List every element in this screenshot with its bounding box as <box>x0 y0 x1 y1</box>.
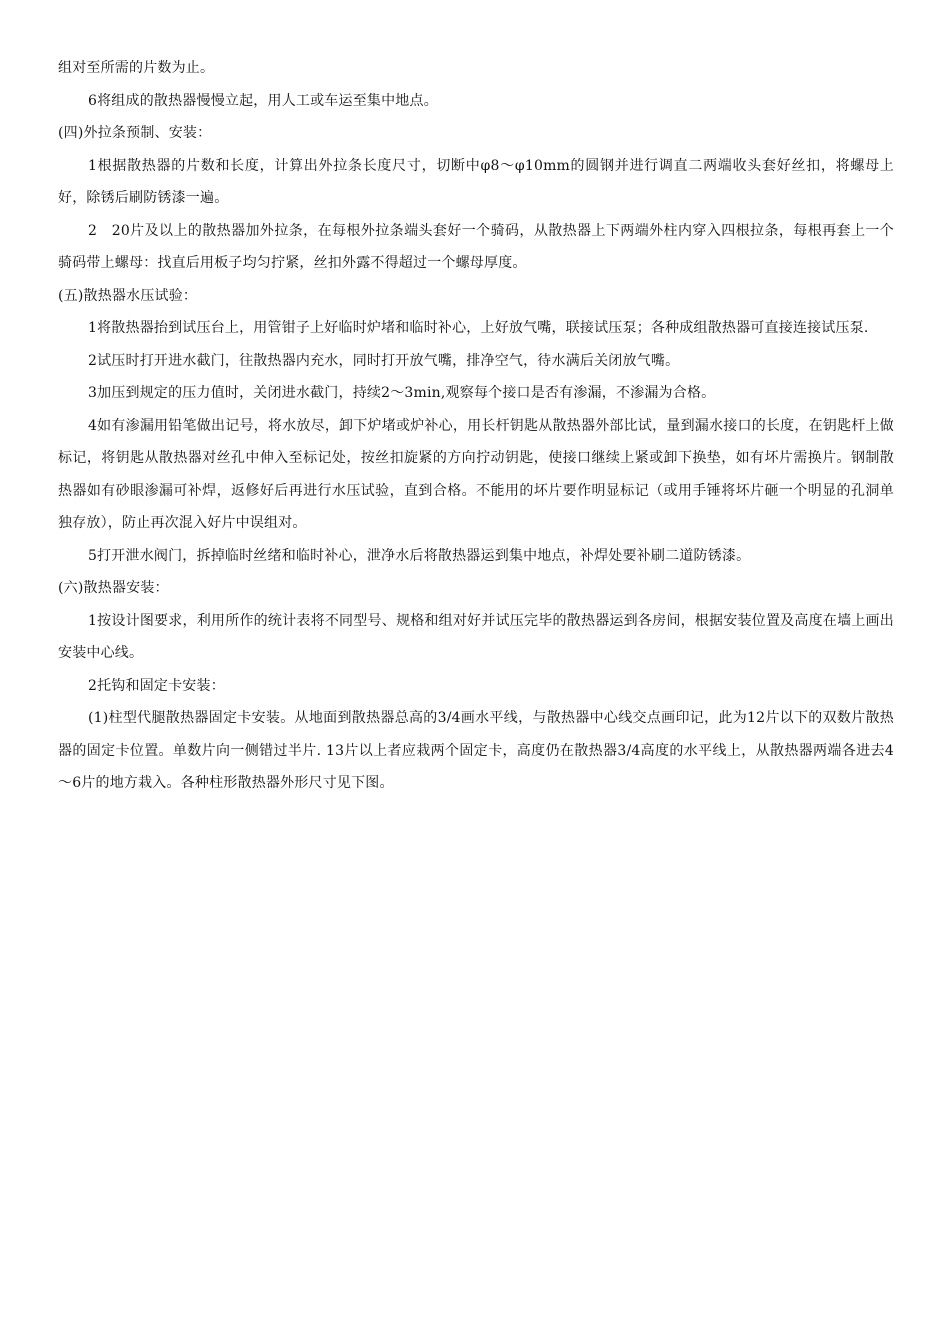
document-body <box>58 52 894 800</box>
paragraph-8: 2试压时打开进水截门，往散热器内充水，同时打开放气嘴，排净空气，待水满后关闭放气嘴。 <box>88 352 680 369</box>
paragraph-1: 组对至所需的片数为止。 <box>58 60 215 76</box>
paragraph-13: 1按设计图要求，利用所作的统计表将不同型号、规格和组对好并试压完毕的散热器运到各房间，根据安装位置及高度在墙上画出安装中心线。 <box>58 612 894 661</box>
paragraph-15: (1)柱型代腿散热器固定卡安装。从地面到散热器总高的3/4画水平线，与散热器中心线交点画印记，此为12片以下的双数片散热器的固定卡位置。单数片向一侧错过半片. 13片以上者应栽两个固定卡，高度仍在散热器3/4高度的水平线上，从散热器两端各进去4～6片的地方栽入。各种柱形散热器外形尺寸见下图。 <box>58 710 894 791</box>
paragraph-14: 2托钩和固定卡安装： <box>88 677 225 694</box>
paragraph-7: 1将散热器抬到试压台上，用管钳子上好临时炉堵和临时补心，上好放气嘴，联接试压泵；各种成组散热器可直接连接试压泵. <box>88 320 869 336</box>
paragraph-2: 6将组成的散热器慢慢立起，用人工或车运至集中地点。 <box>88 92 438 109</box>
paragraph-10: 4如有渗漏用铅笔做出记号，将水放尽，卸下炉堵或炉补心，用长杆钥匙从散热器外部比试，量到漏水接口的长度，在钥匙杆上做标记，将钥匙从散热器对丝孔中伸入至标记处，按丝扣旋紧的方向拧动钥匙，使接口继续上紧或卸下换垫，如有坏片需换片。钢制散热器如有砂眼渗漏可补焊，返修好后再进行水压试验，直到合格。不能用的坏片要作明显标记（或用手锤将坏片砸一个明显的孔洞单独存放），防止再次混入好片中误组对。 <box>58 417 894 531</box>
section-heading-4: (四)外拉条预制、安装： <box>58 125 212 141</box>
paragraph-9: 3加压到规定的压力值时，关闭进水截门，持续2～3min,观察每个接口是否有渗漏，不渗漏为合格。 <box>88 385 716 401</box>
paragraph-5: 2 20片及以上的散热器加外拉条，在每根外拉条端头套好一个骑码，从散热器上下两端外柱内穿入四根拉条，每根再套上一个骑码带上螺母：找直后用板子均匀拧紧，丝扣外露不得超过一个螺母厚度。 <box>58 222 894 271</box>
section-heading-6: (六)散热器安装： <box>58 580 169 596</box>
paragraph-11: 5打开泄水阀门，拆掉临时丝绪和临时补心，泄净水后将散热器运到集中地点，补焊处要补刷二道防锈漆。 <box>88 547 751 564</box>
section-heading-5: (五)散热器水压试验： <box>58 287 198 304</box>
paragraph-4: 1根据散热器的片数和长度，计算出外拉条长度尺寸，切断中φ8～φ10mm的圆钢并进行调直二两端收头套好丝扣，将螺母上好，除锈后刷防锈漆一遍。 <box>58 157 894 206</box>
